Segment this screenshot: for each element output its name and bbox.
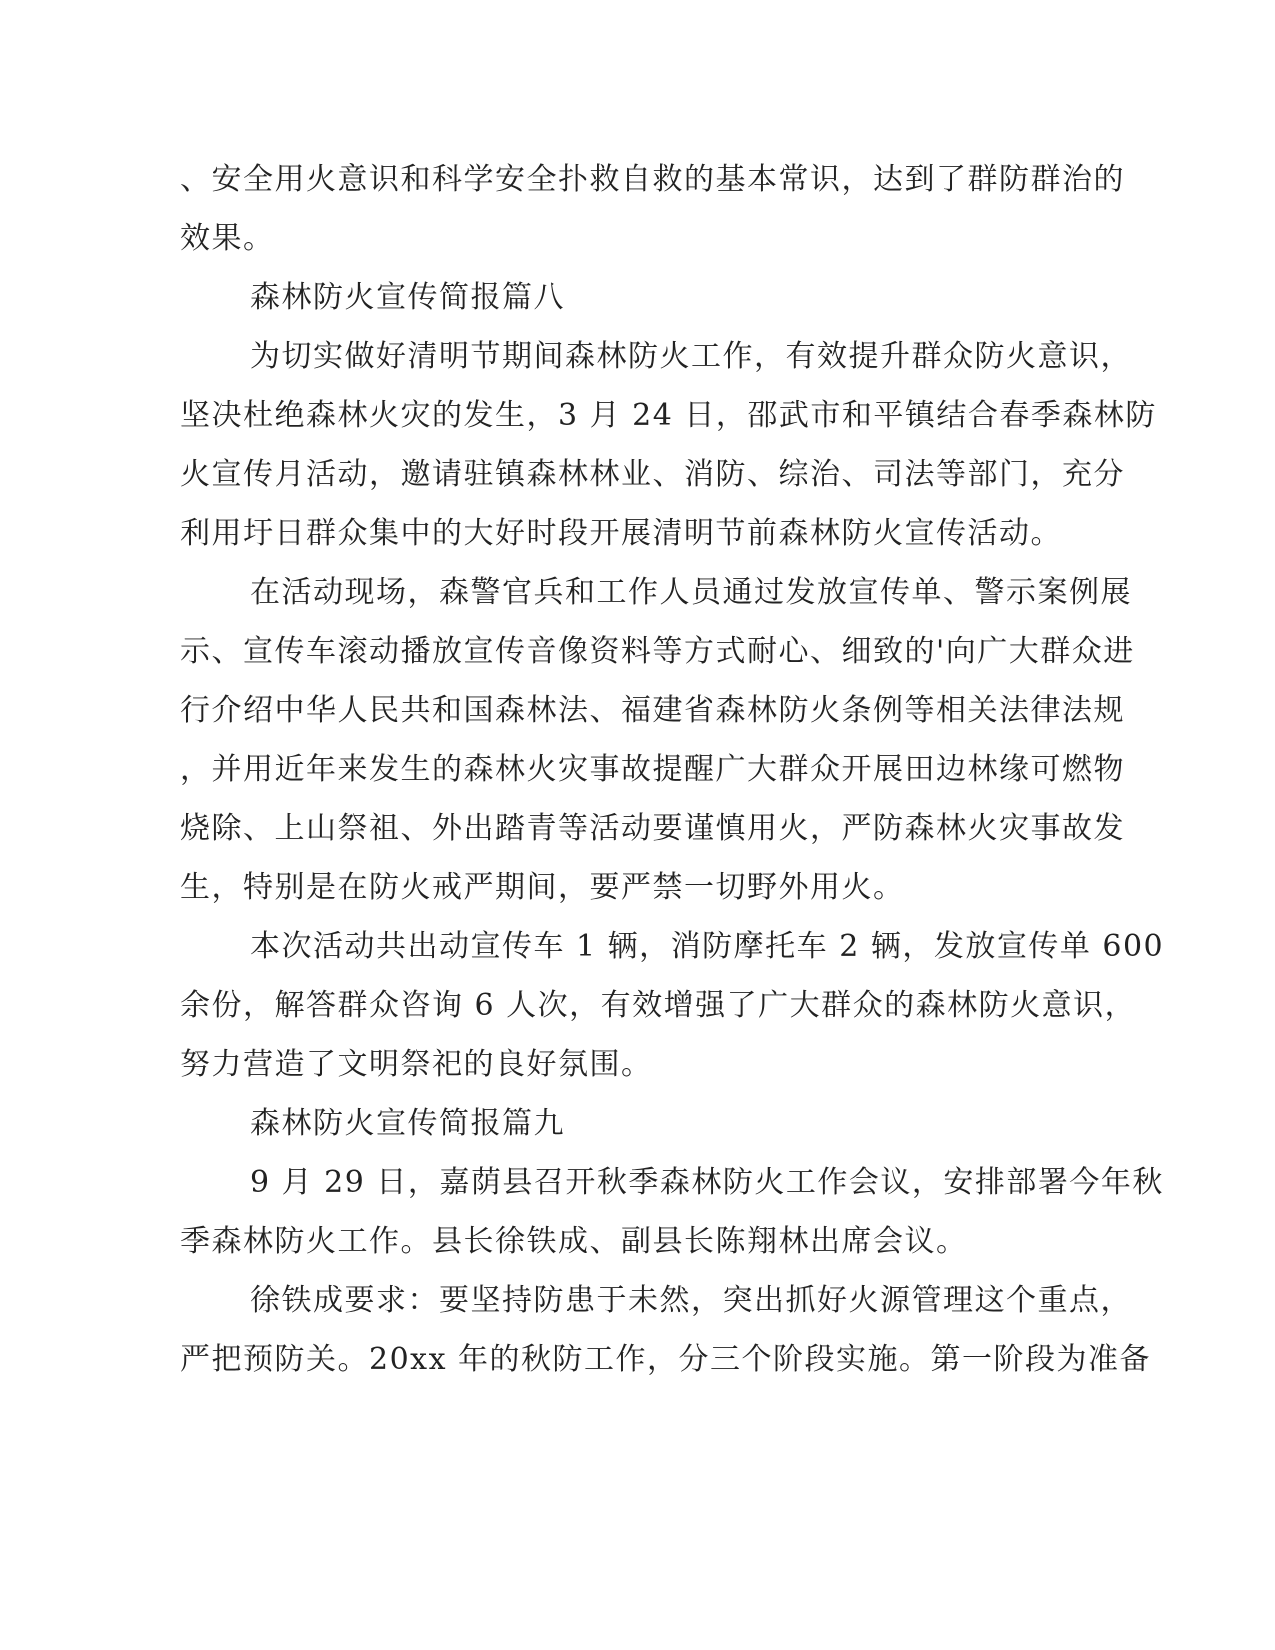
text-line: 行介绍中华人民共和国森林法、福建省森林防火条例等相关法律法规 — [180, 693, 1125, 728]
text-line: 余份，解答群众咨询 6 人次，有效增强了广大群众的森林防火意识， — [180, 988, 1137, 1023]
text-line: 生，特别是在防火戒严期间，要严禁一切野外用火。 — [180, 870, 905, 905]
text-line: 为切实做好清明节期间森林防火工作，有效提升群众防火意识， — [250, 339, 1132, 374]
text-line: ，并用近年来发生的森林火灾事故提醒广大群众开展田边林缘可燃物 — [180, 752, 1125, 787]
text-line: 烧除、上山祭祖、外出踏青等活动要谨慎用火，严防森林火灾事故发 — [180, 811, 1125, 846]
text-line: 效果。 — [180, 221, 275, 256]
text-line: 努力营造了文明祭祀的良好氛围。 — [180, 1047, 653, 1082]
text-line: 示、宣传车滚动播放宣传音像资料等方式耐心、细致的'向广大群众进 — [180, 634, 1135, 669]
text-line: 徐铁成要求：要坚持防患于未然，突出抓好火源管理这个重点， — [250, 1283, 1132, 1318]
text-line: 严把预防关。20xx 年的秋防工作，分三个阶段实施。第一阶段为准备 — [180, 1342, 1152, 1377]
text-line: 本次活动共出动宣传车 1 辆，消防摩托车 2 辆，发放宣传单 600 — [250, 929, 1165, 964]
text-line: 在活动现场，森警官兵和工作人员通过发放宣传单、警示案例展 — [250, 575, 1132, 610]
text-line: 坚决杜绝森林火灾的发生，3 月 24 日，邵武市和平镇结合春季森林防 — [180, 398, 1157, 433]
text-line: 季森林防火工作。县长徐铁成、副县长陈翔林出席会议。 — [180, 1224, 968, 1259]
text-line: 利用圩日群众集中的大好时段开展清明节前森林防火宣传活动。 — [180, 516, 1062, 551]
section-heading: 森林防火宣传简报篇九 — [250, 1106, 565, 1141]
section-heading: 森林防火宣传简报篇八 — [250, 280, 565, 315]
text-line: 火宣传月活动，邀请驻镇森林林业、消防、综治、司法等部门，充分 — [180, 457, 1125, 492]
text-line: 9 月 29 日，嘉荫县召开秋季森林防火工作会议，安排部署今年秋 — [250, 1165, 1164, 1200]
text-line: 、安全用火意识和科学安全扑救自救的基本常识，达到了群防群治的 — [180, 162, 1125, 197]
